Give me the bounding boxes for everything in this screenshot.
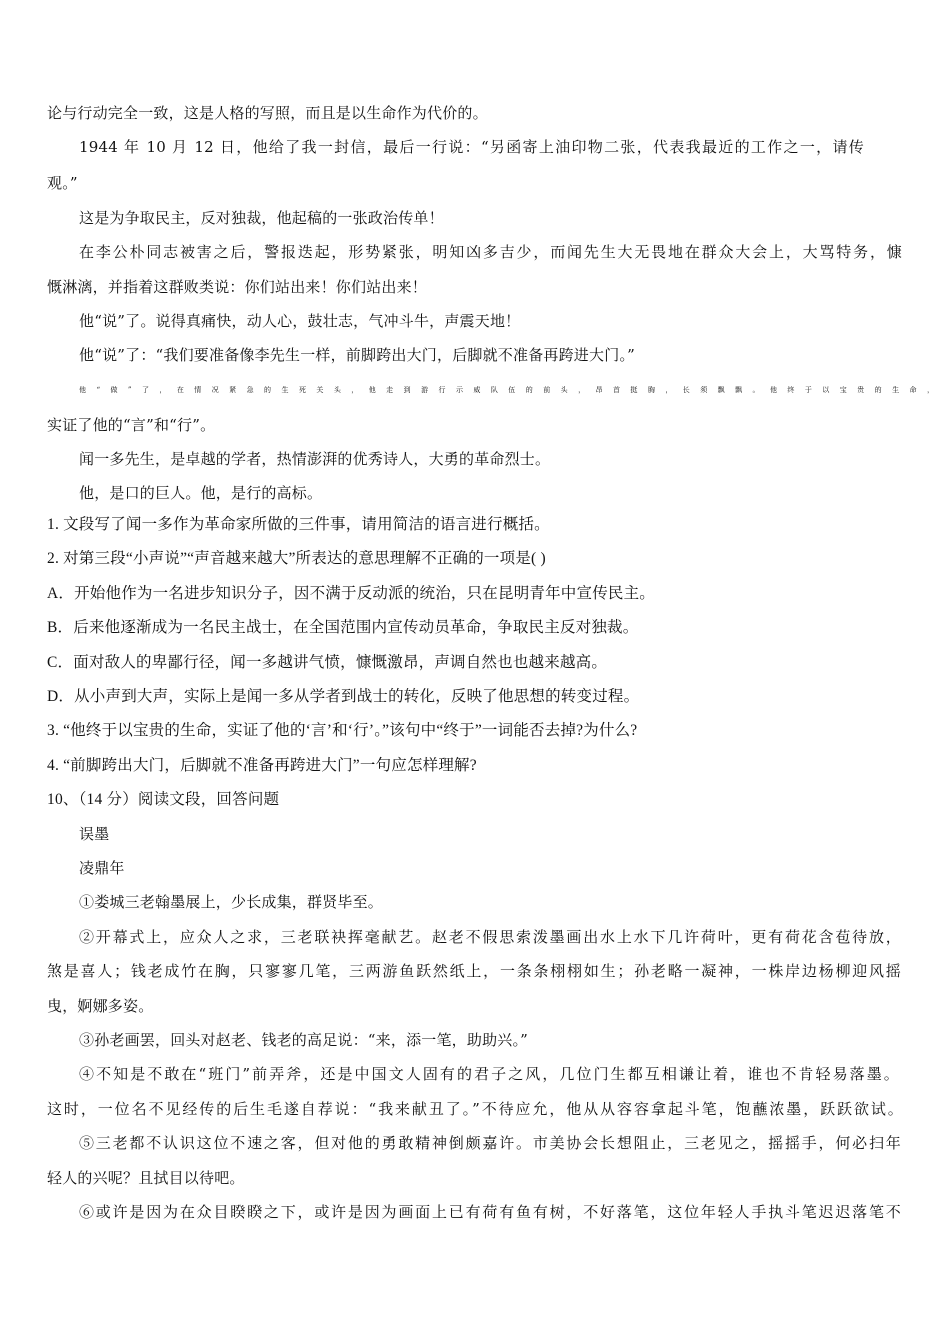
passage2-line: 轻人的兴呢？且拭目以待吧。 [47, 1169, 245, 1187]
passage2-line: ④不知是不敢在“班门”前弄斧，还是中国文人固有的君子之风，几位门生都互相谦让着，谁也不肯轻易落墨。 [79, 1065, 899, 1083]
passage1-line: 闻一多先生，是卓越的学者，热情澎湃的优秀诗人，大勇的革命烈士。 [79, 450, 551, 468]
question-2: 2. 对第三段“小声说”“声音越来越大”所表达的意思理解不正确的一项是( ) [47, 550, 546, 567]
option-a: A．开始他作为一名进步知识分子，因不满于反动派的统治，只在昆明青年中宣传民主。 [47, 585, 655, 602]
option-c: C．面对敌人的卑鄙行径，闻一多越讲气愤，慷慨激昂，声调自然也也越来越高。 [47, 654, 608, 671]
passage2-line: ②开幕式上，应众人之求，三老联袂挥毫献艺。赵老不假思索泼墨画出水上水下几许荷叶，更有荷花含苞待放， [79, 928, 901, 946]
passage2-line: 煞是喜人；钱老成竹在胸，只寥寥几笔，三两游鱼跃然纸上，一条条栩栩如生；孙老略一凝神，一株岸边杨柳迎风摇 [47, 962, 901, 980]
passage1-line: 慨淋漓，并指着这群败类说：你们站出来！你们站出来！ [47, 278, 428, 296]
question-1: 1. 文段写了闻一多作为革命家所做的三件事，请用简洁的语言进行概括。 [47, 516, 550, 533]
passage2-title: 误墨 [79, 825, 110, 843]
passage2-line: 这时，一位名不见经传的后生毛遂自荐说：“我来献丑了。”不待应允，他从从容容拿起斗笔，饱蘸浓墨，跃跃欲试。 [47, 1100, 903, 1118]
passage1-line: 实证了他的“言”和“行”。 [47, 416, 216, 434]
question-4: 4. “前脚跨出大门，后脚就不准备再跨进大门”一句应怎样理解? [47, 757, 477, 774]
option-b: B．后来他逐渐成为一名民主战士，在全国范围内宣传动员革命，争取民主反对独裁。 [47, 619, 639, 636]
passage2-line: ①娄城三老翰墨展上，少长成集，群贤毕至。 [79, 893, 384, 911]
option-d: D．从小声到大声，实际上是闻一多从学者到战士的转化，反映了他思想的转变过程。 [47, 688, 640, 705]
passage2-line: 曳，婀娜多姿。 [47, 997, 154, 1015]
passage1-line: 他，是口的巨人。他，是行的高标。 [79, 484, 323, 502]
section-10-heading: 10、（14 分）阅读文段，回答问题 [47, 791, 280, 808]
passage1-line: 观。” [47, 174, 78, 192]
passage1-line: 论与行动完全一致，这是人格的写照，而且是以生命作为代价的。 [47, 104, 488, 122]
passage1-line: 在李公朴同志被害之后，警报迭起，形势紧张，明知凶多吉少，而闻先生大无畏地在群众大会上，大骂特务，慷 [79, 243, 902, 261]
passage1-line: 他“做”了，在情况紧急的生死关头，他走到游行示威队伍的前头，昂首挺胸，长须飘飘。他终于以宝贵的生命， [79, 386, 934, 394]
passage2-line: ⑤三老都不认识这位不速之客，但对他的勇敢精神倒颇嘉许。市美协会长想阻止，三老见之，摇摇手，何必扫年 [79, 1134, 901, 1152]
passage1-line: 他“说”了。说得真痛快，动人心，鼓壮志，气冲斗牛，声震天地！ [79, 312, 521, 330]
passage1-line: 这是为争取民主，反对独裁，他起稿的一张政治传单！ [79, 209, 444, 227]
passage2-line: ③孙老画罢，回头对赵老、钱老的高足说：“来，添一笔，助助兴。” [79, 1031, 529, 1049]
passage1-line: 他“说”了：“我们要准备像李先生一样，前脚跨出大门，后脚就不准备再跨进大门。” [79, 346, 635, 364]
passage1-line: 1944 年 10 月 12 日，他给了我一封信，最后一行说：“另函寄上油印物二张，代表我最近的工作之一，请传 [79, 138, 864, 156]
question-3: 3. “他终于以宝贵的生命，实证了他的‘言’和‘行’。”该句中“终于”一词能否去掉?为什么? [47, 722, 638, 739]
passage2-line: ⑥或许是因为在众目睽睽之下，或许是因为画面上已有荷有鱼有树，不好落笔，这位年轻人手执斗笔迟迟落笔不 [79, 1203, 901, 1221]
passage2-author: 凌鼎年 [79, 859, 125, 877]
